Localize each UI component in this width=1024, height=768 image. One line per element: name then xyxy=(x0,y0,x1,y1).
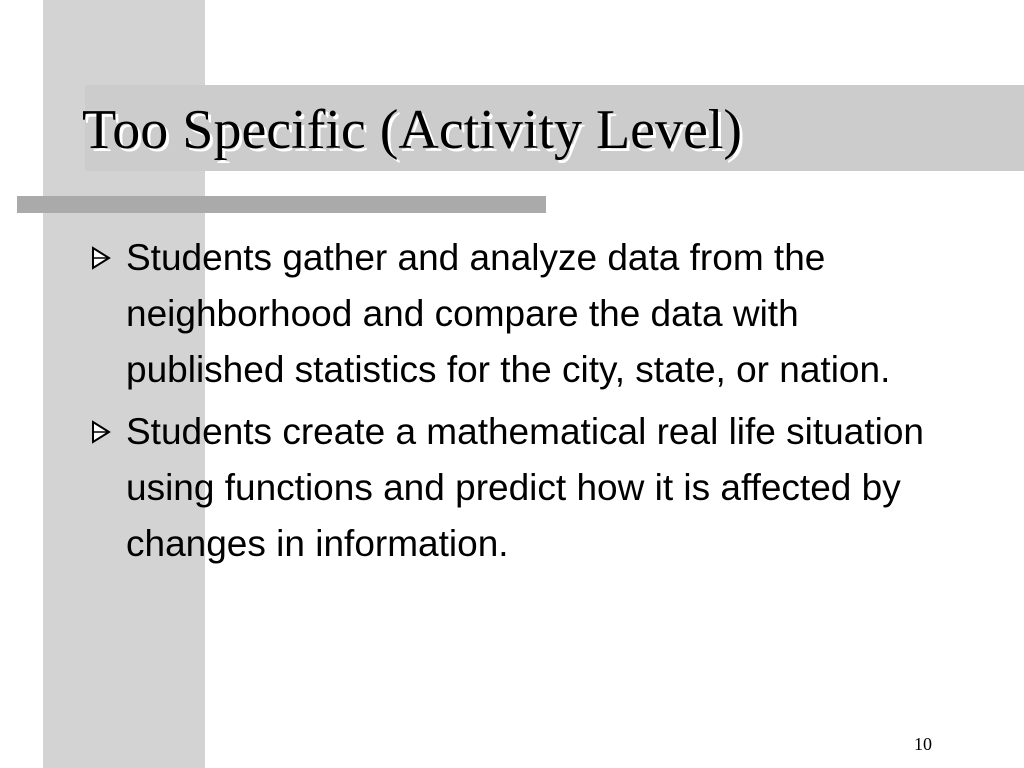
bullet-text: Students create a mathematical real life situation using functions and predict how it is affected by changes in information. xyxy=(126,411,924,564)
arrowhead-bullet-icon xyxy=(90,419,112,445)
bullet-text: Students gather and analyze data from the neighborhood and compare the data with published statistics for the city, state, or nation. xyxy=(126,237,891,390)
slide-title: Too Specific (Activity Level) xyxy=(82,99,743,161)
bullet-item xyxy=(90,230,950,398)
page-number: 10 xyxy=(914,734,932,754)
bullet-item xyxy=(90,404,950,572)
bullet-list xyxy=(90,230,950,578)
arrowhead-bullet-icon xyxy=(90,245,112,271)
title-underline-rule xyxy=(17,196,546,213)
